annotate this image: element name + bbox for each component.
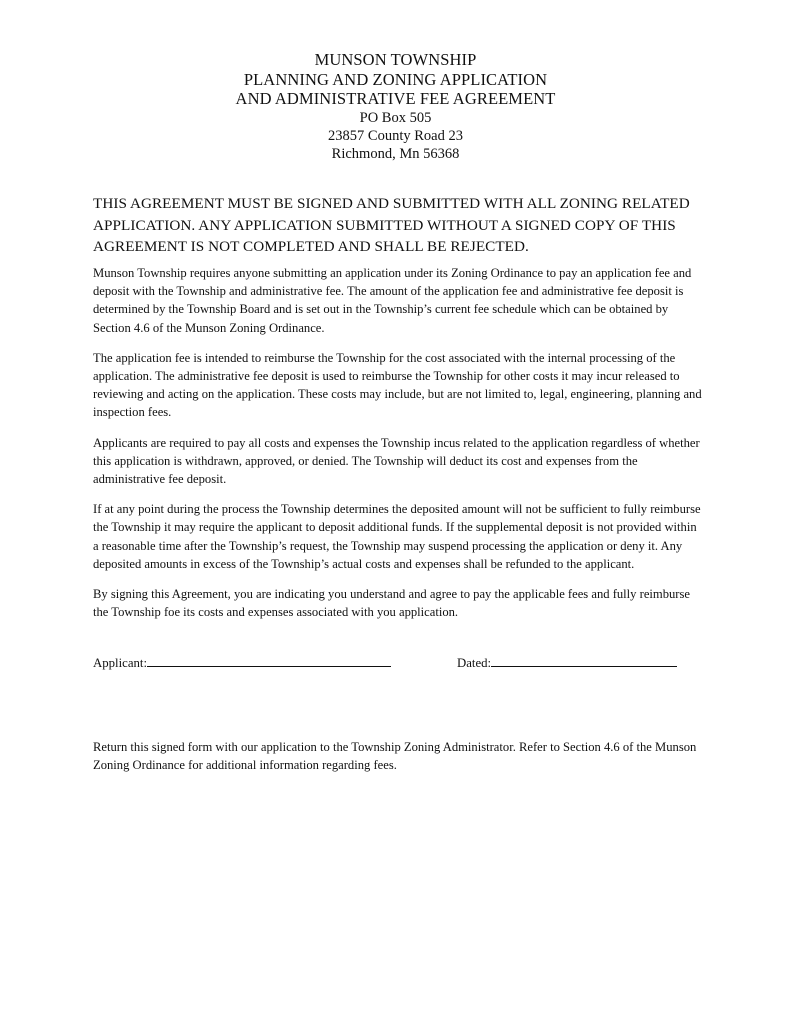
document-header	[0, 50, 791, 163]
agreement-body	[93, 264, 705, 633]
paragraph-fee-purpose: The application fee is intended to reimburse the Township for the cost associated with the internal processing of the application. The administrative fee deposit is used to reimburse the Township for other costs it may incur released to reviewing and acting on the application. These costs may include, but are not limited to, legal, engineering, planning and inspection fees.	[93, 350, 702, 420]
paragraph-fee-requirement: Munson Township requires anyone submitting an application under its Zoning Ordinance to pay an application fee and deposit with the Township and administrative fee. The amount of the application fee and administrative fee deposit is determined by the Township Board and is set out in the Township’s current fee schedule which can be obtained by Section 4.6 of the Munson Zoning Ordinance.	[93, 266, 692, 335]
header-street-address: 23857 County Road 23	[328, 127, 463, 144]
header-application-title: PLANNING AND ZONING APPLICATION	[243, 69, 548, 89]
header-po-box: PO Box 505	[359, 109, 432, 126]
dated-label: Dated:	[457, 656, 492, 670]
applicant-label: Applicant:	[93, 656, 148, 670]
header-township-name: MUNSON TOWNSHIP	[314, 50, 477, 69]
dated-line[interactable]	[491, 653, 677, 667]
paragraph-signing-agreement: By signing this Agreement, you are indicating you understand and agree to pay the applicable fees and fully reimburse the Township foe its costs and expenses associated with you application.	[93, 587, 690, 620]
dated-field[interactable]	[457, 653, 677, 672]
header-city-state-zip: Richmond, Mn 56368	[331, 145, 460, 162]
return-instructions: Return this signed form with our application to the Township Zoning Administrator. Refer to Section 4.6 of the Munson Zoning Ordinance for additional information regarding fees.	[93, 740, 697, 773]
applicant-field[interactable]	[93, 653, 391, 672]
signature-requirement-warning: THIS AGREEMENT MUST BE SIGNED AND SUBMITTED WITH ALL ZONING RELATED APPLICATION. ANY APPLICATION SUBMITTED WITHOUT A SIGNED COPY OF THIS AGREEMENT IS NOT COMPLETED AND SHALL BE REJECTED.	[93, 195, 690, 255]
paragraph-additional-deposit: If at any point during the process the Township determines the deposited amount will not be sufficient to fully reimburse the Township it may require the applicant to deposit additional funds. If the supplemental deposit is not provided within a reasonable time after the Township’s request, the Township may suspend processing the application or deny it. Any deposited amounts in excess of the Township’s actual costs and expenses shall be refunded to the applicant.	[93, 502, 701, 571]
header-agreement-title: AND ADMINISTRATIVE FEE AGREEMENT	[235, 89, 556, 108]
paragraph-cost-obligation: Applicants are required to pay all costs and expenses the Township incus related to the application regardless of whether this application is withdrawn, approved, or denied. The Township will deduct its cost and expenses from the administrative fee deposit.	[93, 435, 700, 487]
applicant-signature-line[interactable]	[147, 653, 391, 667]
